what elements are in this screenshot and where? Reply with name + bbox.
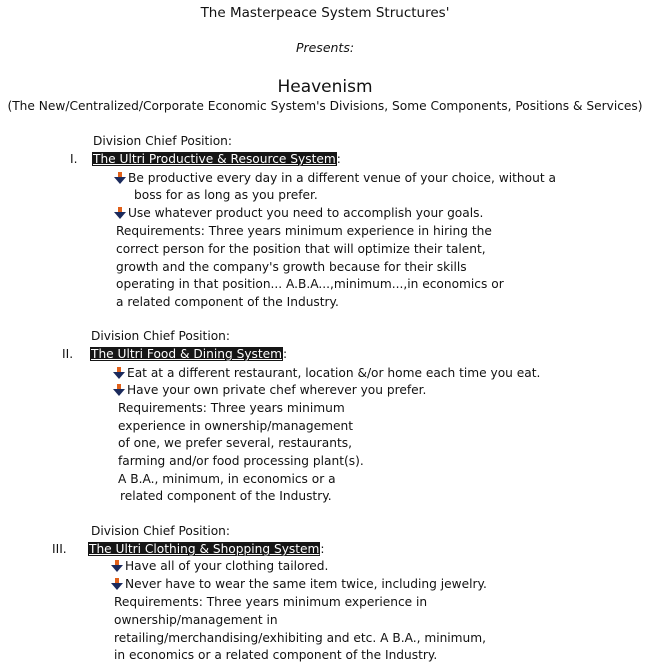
company-name: The Masterpeace System Structures': [200, 5, 450, 21]
list-item: Be productive every day in a different venue of your choice, without a: [114, 170, 556, 188]
requirements-line: correct person for the position that will optimize their talent,: [116, 242, 486, 256]
requirements-line: Requirements: Three years minimum experience in: [114, 595, 428, 609]
division-position-label: Division Chief Position:: [91, 329, 231, 343]
system-name: The Ultri Food & Dining System: [91, 347, 283, 361]
system-name: The Ultri Productive & Resource System: [93, 152, 336, 166]
division-position-label: Division Chief Position:: [93, 134, 233, 148]
requirements-line: operating in that position... A.B.A...,minimum...,in economics or: [116, 277, 504, 291]
document-subtitle: (The New/Centralized/Corporate Economic System's Divisions, Some Components, Positions & Services): [7, 99, 643, 113]
requirements-line: ownership/management in: [114, 613, 278, 627]
requirements-line: experience in ownership/management: [118, 419, 354, 433]
document-title: Heavenism: [277, 77, 373, 97]
presents-label: Presents:: [295, 40, 355, 55]
requirements-line: growth and the company's growth because for their skills: [116, 260, 467, 274]
requirements-line: a related component of the Industry.: [116, 295, 339, 309]
list-item: Use whatever product you need to accomplish your goals.: [114, 205, 483, 223]
requirements-line: retailing/merchandising/exhibiting and etc. A B.A., minimum,: [114, 631, 487, 645]
division-system-heading: The Ultri Productive & Resource System:: [93, 152, 341, 166]
list-item: Eat at a different restaurant, location &/or home each time you eat.: [113, 365, 540, 383]
requirements-line: A B.A., minimum, in economics or a: [118, 472, 336, 486]
list-item: Have your own private chef wherever you prefer.: [113, 382, 426, 400]
division-numeral: I.: [70, 152, 78, 166]
requirements-line: of one, we prefer several, restaurants,: [118, 436, 352, 450]
division-numeral: II.: [62, 347, 74, 361]
requirements-line: in economics or a related component of the Industry.: [114, 648, 438, 662]
system-name: The Ultri Clothing & Shopping System: [89, 542, 320, 556]
requirements-line: farming and/or food processing plant(s).: [118, 454, 364, 468]
list-item: Never have to wear the same item twice, including jewelry.: [111, 576, 487, 594]
requirements-line: Requirements: Three years minimum: [118, 401, 345, 415]
list-item-continuation: boss for as long as you prefer.: [134, 188, 318, 202]
requirements-line: related component of the Industry.: [120, 489, 332, 503]
requirements-line: Requirements: Three years minimum experience in hiring the: [116, 224, 492, 238]
list-item: Have all of your clothing tailored.: [111, 558, 328, 576]
division-numeral: III.: [52, 542, 67, 556]
division-system-heading: The Ultri Clothing & Shopping System:: [89, 542, 325, 556]
division-position-label: Division Chief Position:: [91, 524, 231, 538]
division-system-heading: The Ultri Food & Dining System:: [91, 347, 288, 361]
